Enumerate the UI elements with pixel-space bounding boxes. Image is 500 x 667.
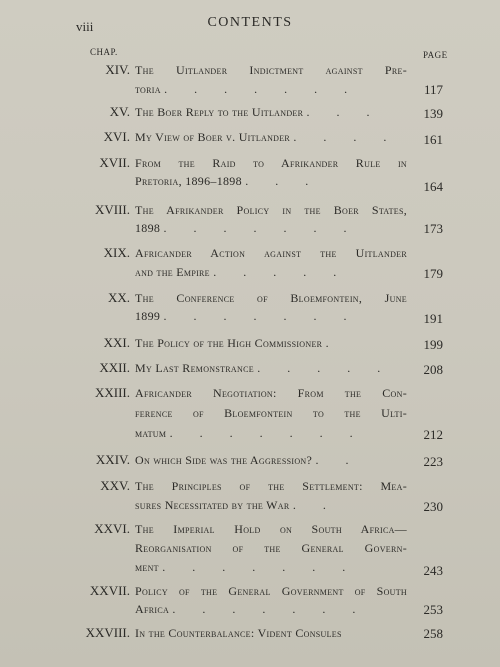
chapter-title-line: My Last Remonstrance — [135, 361, 254, 375]
leader-dots: . . . . . . . — [169, 426, 365, 440]
page-number: 212 — [423, 427, 443, 442]
chapter-title-line: Africander Negotiation: From the Con- — [135, 386, 407, 400]
chapter-title-line: The Principles of the Settlement: Mea- — [135, 479, 407, 493]
chapter-title-line: The Imperial Hold on South Africa— — [135, 522, 407, 536]
chapter-title-line: Policy of the General Government of South — [135, 584, 407, 598]
leader-dots: . . — [292, 498, 338, 512]
chapter-number: XXV. — [100, 478, 130, 493]
chapter-number: XIX. — [103, 245, 130, 260]
chapter-number: XXII. — [99, 360, 130, 375]
chapter-column-header: CHAP. — [90, 47, 118, 57]
page-column-header: PAGE — [423, 50, 448, 60]
page-number: 199 — [423, 337, 443, 352]
leader-dots: . . . . . — [257, 361, 393, 375]
page-number: 243 — [423, 563, 443, 578]
chapter-title-line: From the Raid to Afrikander Rule in — [135, 156, 407, 170]
page-title: CONTENTS — [207, 15, 293, 30]
page-number: 117 — [423, 82, 443, 97]
chapter-title-line: In the Counterbalance: Vident Consules — [135, 626, 342, 640]
chapter-title-line: The Uitlander Indictment against Pre- — [135, 63, 407, 77]
leader-dots: . . . . — [293, 130, 399, 144]
chapter-number: XXVI. — [94, 521, 130, 536]
chapter-number: XV. — [109, 104, 130, 119]
leader-dots: . . . . . . . — [164, 82, 360, 96]
leader-dots: . . — [315, 453, 361, 467]
chapter-number: XXIII. — [94, 385, 130, 400]
chapter-title-line: ference of Bloemfontein to the Ulti- — [135, 406, 407, 420]
page-number: 223 — [423, 454, 443, 469]
chapter-title-line: Pretoria, 1896–1898 — [135, 174, 242, 188]
chapter-number: XVI. — [103, 129, 130, 144]
chapter-number: XVIII. — [94, 202, 130, 217]
roman-page-number: viii — [76, 19, 94, 34]
chapter-title-line: The Conference of Bloemfontein, June — [135, 291, 407, 305]
chapter-title-line: Africander Action against the Uitlander — [135, 246, 407, 260]
chapter-number: XX. — [107, 290, 130, 305]
chapter-title-line: 1899 — [135, 309, 161, 323]
page-number: 173 — [423, 221, 443, 236]
chapter-title-line: The Boer Reply to the Uitlander — [135, 105, 304, 119]
chapter-number: XXI. — [103, 335, 130, 350]
leader-dots: . . . . . . . — [162, 560, 358, 574]
leader-dots: . . . . . . . — [163, 309, 359, 323]
page-number: 253 — [423, 602, 443, 617]
leader-dots: . . . — [306, 105, 382, 119]
leader-dots: . — [325, 336, 341, 350]
page-number: 161 — [423, 132, 443, 147]
page-number: 258 — [423, 626, 443, 641]
chapter-title-line: ment — [135, 560, 159, 574]
chapter-title-line: and the Empire — [135, 265, 210, 279]
chapter-number: XVII. — [99, 155, 130, 170]
chapter-title-line: The Policy of the High Commissioner — [135, 336, 323, 350]
chapter-title-line: The Afrikander Policy in the Boer States, — [135, 203, 407, 217]
chapter-title-line: sures Necessitated by the War — [135, 498, 290, 512]
chapter-title-line: My View of Boer v. Uitlander — [135, 130, 291, 144]
chapter-title-line: toria — [135, 82, 161, 96]
chapter-number: XIV. — [105, 62, 130, 77]
page-number: 230 — [423, 499, 443, 514]
chapter-number: XXVII. — [89, 583, 130, 598]
chapter-title-line: matum — [135, 426, 167, 440]
leader-dots: . . . . . — [213, 265, 349, 279]
chapter-number: XXIV. — [95, 452, 130, 467]
page-number: 164 — [423, 179, 443, 194]
page-number: 179 — [423, 266, 443, 281]
page-number: 191 — [423, 311, 443, 326]
page-number: 208 — [423, 362, 443, 377]
leader-dots: . . . — [245, 174, 321, 188]
chapter-number: XXVIII. — [85, 625, 130, 640]
chapter-title-line: On which Side was the Aggression? — [135, 453, 313, 467]
chapter-title-line: Africa — [135, 602, 170, 616]
chapter-title-line: Reorganisation of the General Govern- — [135, 541, 407, 555]
chapter-title-line: 1898 — [135, 221, 161, 235]
page-number: 139 — [423, 106, 443, 121]
leader-dots: . . . . . . . — [172, 602, 368, 616]
leader-dots: . . . . . . . — [163, 221, 359, 235]
